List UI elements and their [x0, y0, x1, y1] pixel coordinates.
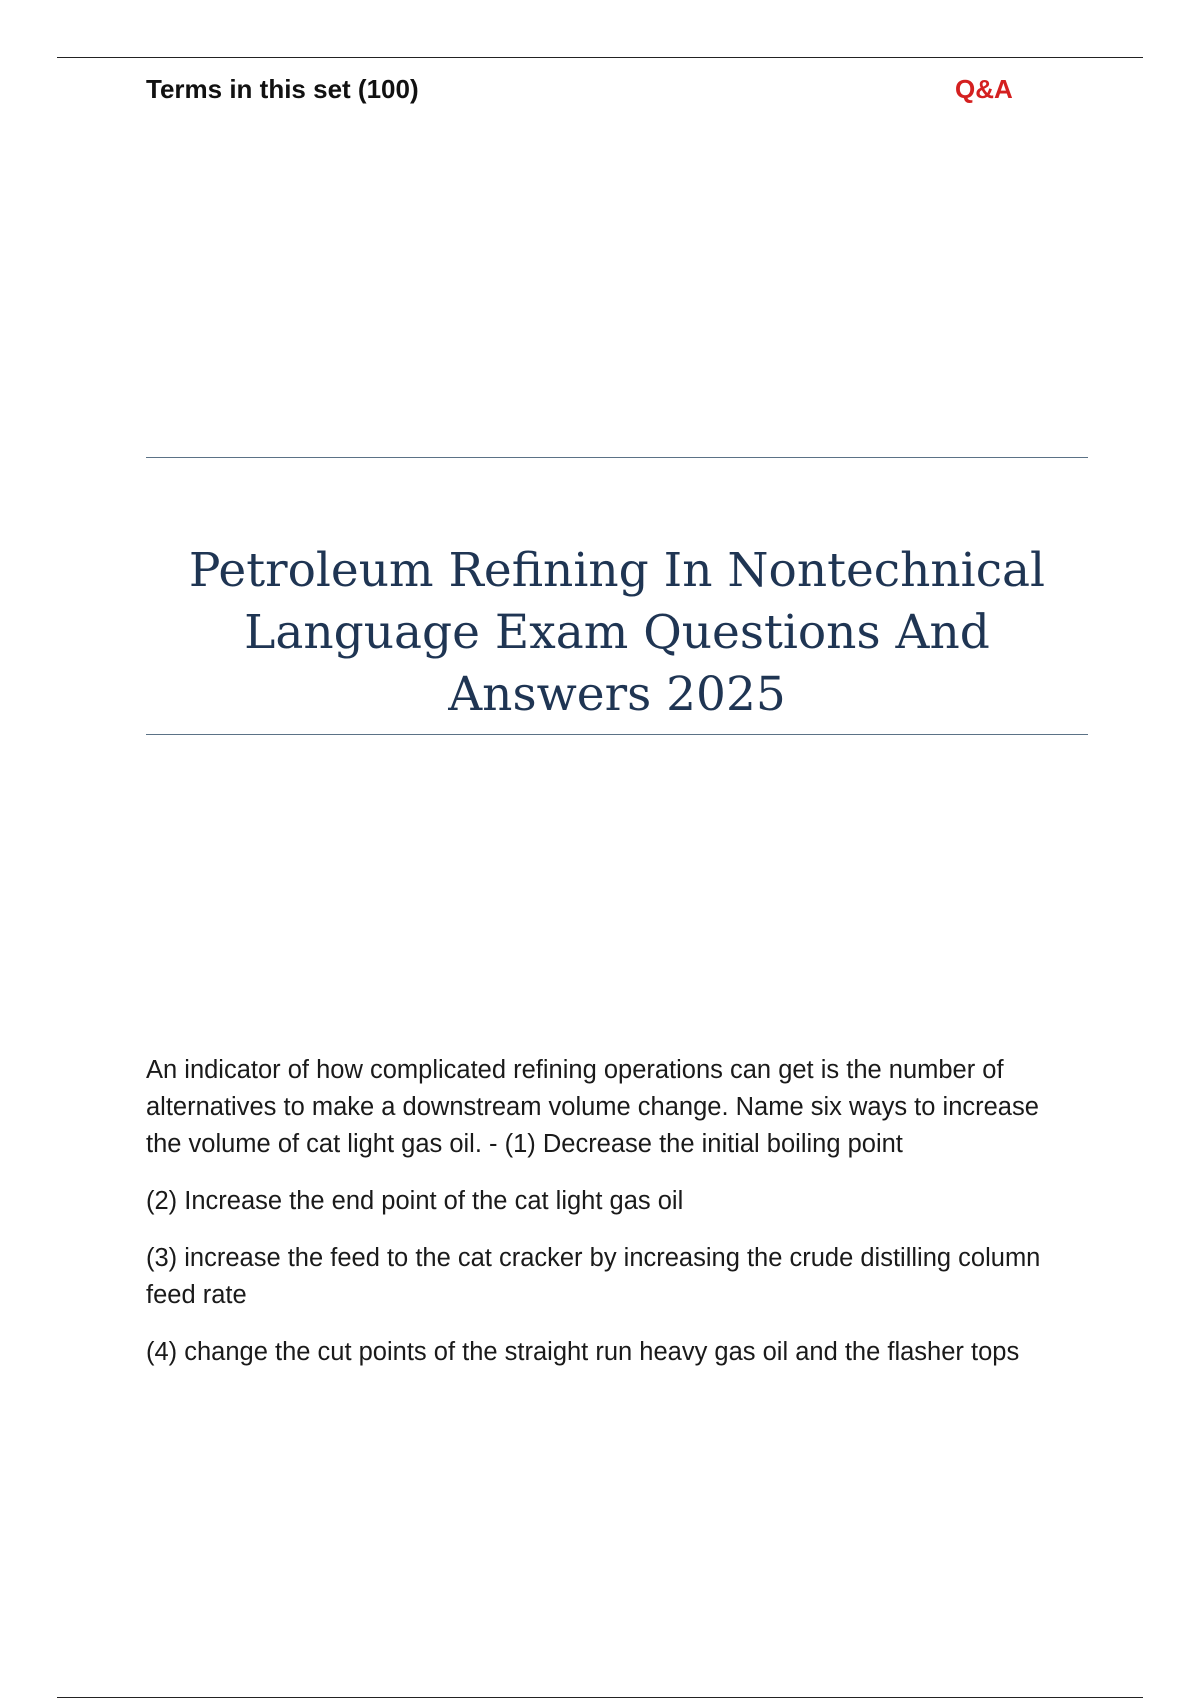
document-title: Petroleum Refining In Nontechnical Language Exam Questions And Answers 2025 [188, 543, 1046, 722]
question-paragraph: An indicator of how complicated refining operations can get is the number of alternatives to make a downstream volume change. Name six ways to increase the volume of cat light gas oil. - (1) Decrease the initial boiling point [146, 1056, 1039, 1158]
top-divider [57, 57, 1143, 58]
bottom-divider [57, 1697, 1143, 1698]
answer-item-2: (2) Increase the end point of the cat light gas oil [146, 1187, 684, 1215]
answer-item-4: (4) change the cut points of the straight run heavy gas oil and the flasher tops [146, 1338, 1020, 1366]
title-bottom-divider [146, 734, 1088, 735]
answer-item-3: (3) increase the feed to the cat cracker by increasing the crude distilling column feed rate [146, 1244, 1041, 1309]
title-top-divider [146, 457, 1088, 458]
qa-badge: Q&A [955, 74, 1013, 104]
qa-content [146, 1052, 1076, 1391]
terms-count-label: Terms in this set (100) [146, 74, 419, 104]
